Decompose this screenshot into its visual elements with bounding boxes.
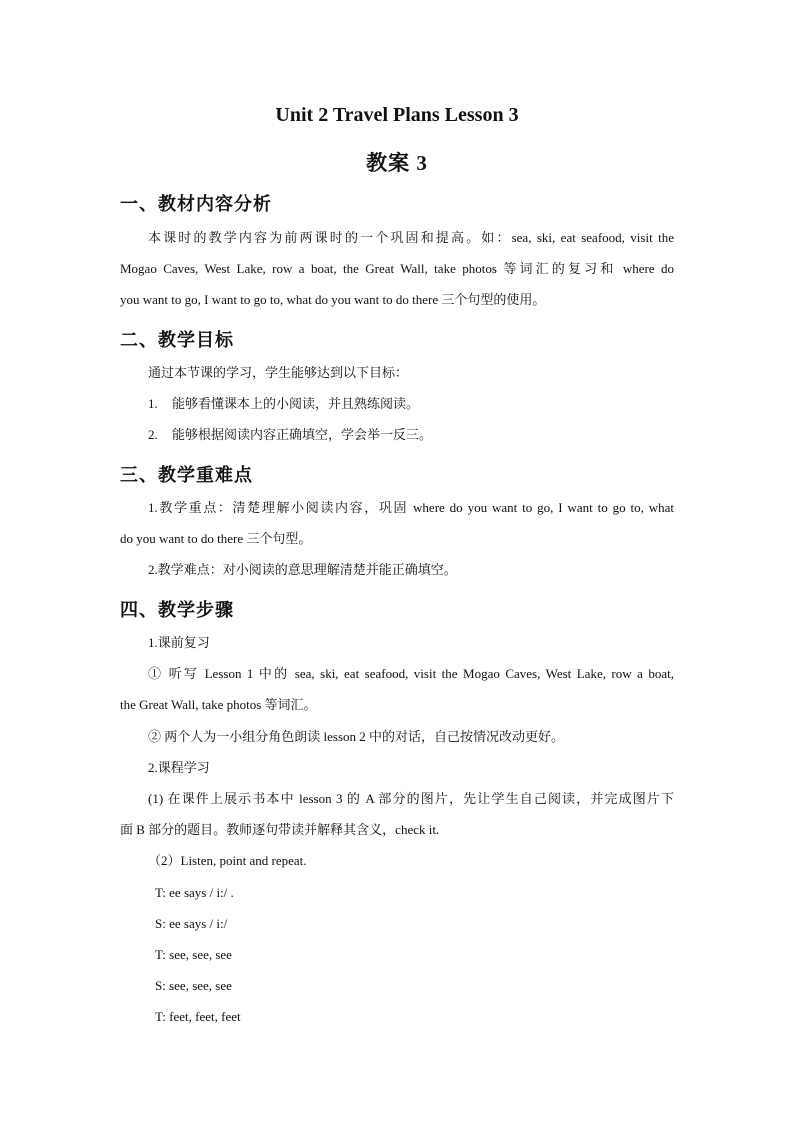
objective-item: [148, 425, 432, 445]
content-analysis-line-3: you want to go, I want to go to, what do you want to do there 三个句型的使用。: [120, 292, 546, 307]
step-line: ② 两个人为一小组分角色朗读 lesson 2 中的对话，自己按情况改动更好。: [148, 729, 565, 744]
document-title: Unit 2 Travel Plans Lesson 3: [275, 104, 519, 126]
dialogue-line: T: see, see, see: [155, 947, 232, 962]
dialogue-line: S: see, see, see: [155, 978, 232, 993]
step-line: 2.课程学习: [148, 760, 210, 775]
objectives-intro: 通过本节课的学习，学生能够达到以下目标：: [148, 365, 409, 380]
step-line: the Great Wall, take photos 等词汇。: [120, 697, 317, 712]
difficulty-line: 2.教学难点：对小阅读的意思理解清楚并能正确填空。: [148, 562, 457, 577]
key-point-line-2: do you want to do there 三个句型。: [120, 531, 312, 546]
section-heading-steps: 四、教学步骤: [120, 600, 234, 620]
dialogue-line: S: ee says / i:/: [155, 916, 228, 931]
section-heading-content-analysis: 一、教材内容分析: [120, 194, 272, 214]
objective-number: 2.: [148, 427, 158, 442]
document-subtitle: 教案 3: [366, 151, 428, 175]
step-line: 面 B 部分的题目。教师逐句带读并解释其含义，check it.: [120, 822, 440, 837]
content-analysis-line-1: 本课时的教学内容为前两课时的一个巩固和提高。如：sea, ski, eat seafood, visit the: [148, 230, 674, 245]
step-line: 1.课前复习: [148, 635, 210, 650]
objective-number: 1.: [148, 396, 158, 411]
objective-text: 能够根据阅读内容正确填空，学会举一反三。: [172, 427, 433, 442]
dialogue-line: T: ee says / i:/ .: [155, 885, 234, 900]
step-line: （2）Listen, point and repeat.: [148, 853, 307, 868]
objective-text: 能够看懂课本上的小阅读，并且熟练阅读。: [172, 396, 420, 411]
step-line: (1) 在课件上展示书本中 lesson 3 的 A 部分的图片，先让学生自己阅读，并完成图片下: [148, 791, 674, 806]
section-heading-objectives: 二、教学目标: [120, 330, 234, 350]
content-analysis-line-2: Mogao Caves, West Lake, row a boat, the Great Wall, take photos 等词汇的复习和 where do: [120, 261, 674, 276]
section-heading-key-points: 三、教学重难点: [120, 465, 253, 485]
key-point-line-1: 1.教学重点：清楚理解小阅读内容，巩固 where do you want to go, I want to go to, what: [148, 500, 674, 515]
objective-item: [148, 394, 419, 414]
step-line: ① 听写 Lesson 1 中的 sea, ski, eat seafood, visit the Mogao Caves, West Lake, row a boat,: [148, 666, 674, 681]
dialogue-line: T: feet, feet, feet: [155, 1009, 241, 1024]
